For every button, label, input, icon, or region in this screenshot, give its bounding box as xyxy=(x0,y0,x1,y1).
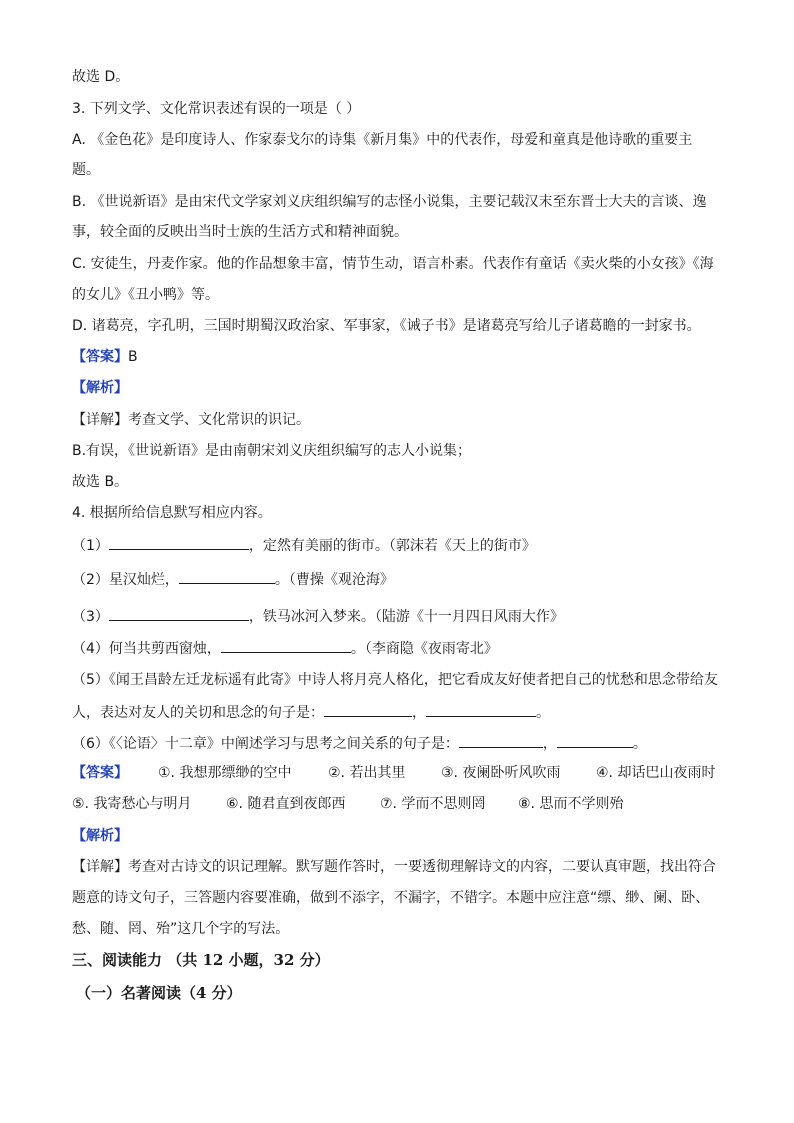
q3-option-d: D. 诸葛亮，字孔明，三国时期蜀汉政治家、军事家，《诫子书》是诸葛亮写给儿子诸葛瞻的一封家书。 xyxy=(72,318,701,334)
q2-conclusion: 故选 D。 xyxy=(72,69,130,85)
q3-option-a: A. 《金色花》是印度诗人、作家泰戈尔的诗集《新月集》中的代表作，母爱和童真是他诗歌的重要主 xyxy=(72,132,693,148)
q4-item-6: （6）《〈论语〉十二章》中阐述学习与思考之间关系的句子是： ， 。 xyxy=(72,733,647,754)
q4-item-5: （5）《闻王昌龄左迁龙标遥有此寄》中诗人将月亮人格化，把它看成友好使者把自己的忧愁和思念带给友 xyxy=(72,672,718,688)
section-subtitle: （一）名著阅读（4 分） xyxy=(76,984,242,1002)
q4-item-3: （3） ，铁马冰河入梦来。（陆游《十一月四日风雨大作》 xyxy=(72,606,564,627)
detail-tag: 【详解】 xyxy=(72,859,128,875)
q4-stem: 4. 根据所给信息默写相应内容。 xyxy=(72,505,272,521)
blank xyxy=(109,606,249,621)
q4-detail-a: 【详解】考查对古诗文的识记理解。默写题作答时，一要透彻理解诗文的内容，二要认真审题，找出符合 xyxy=(72,859,716,875)
q4-item-2: （2）星汉灿烂， 。（曹操《观沧海》 xyxy=(72,569,394,590)
q4-item-5-cont: 人，表达对友人的关切和思念的句子是： ， 。 xyxy=(72,702,550,723)
blank xyxy=(324,702,412,717)
answer-value: B xyxy=(128,349,138,365)
q4-item-1: （1） ，定然有美丽的街市。（郭沫若《天上的街市》 xyxy=(72,535,536,556)
blank xyxy=(426,702,536,717)
answer-item: ④. 却话巴山夜雨时 xyxy=(596,765,716,781)
answer-item: ③. 夜阑卧听风吹雨 xyxy=(441,765,561,781)
blank xyxy=(109,535,249,550)
q4-answer-tag: 【答案】 xyxy=(72,765,128,781)
blank xyxy=(221,638,351,653)
blank xyxy=(557,733,633,748)
answer-item: ②. 若出其里 xyxy=(328,765,406,781)
q3-detail-b: B.有误，《世说新语》是由南朝宋刘义庆组织编写的志人小说集； xyxy=(72,443,472,459)
q3-option-a-cont: 题。 xyxy=(72,162,100,178)
blank xyxy=(179,569,275,584)
q4-detail-b: 题意的诗文句子，三答题内容要准确，做到不添字，不漏字，不错字。本题中应注意“缥、缈、阑、卧、 xyxy=(72,890,710,906)
section-three-title: 三、阅读能力 （共 12 小题，32 分） xyxy=(72,951,330,969)
q3-stem: 3. 下列文学、文化常识表述有误的一项是（ ） xyxy=(72,101,361,117)
q4-detail-c: 愁、随、罔、殆”这几个字的写法。 xyxy=(72,921,290,937)
answer-item: ⑦. 学而不思则罔 xyxy=(380,796,486,812)
answer-item: ⑥. 随君直到夜郎西 xyxy=(226,796,346,812)
detail-tag: 【详解】 xyxy=(72,412,128,428)
q4-analysis-tag: 【解析】 xyxy=(72,828,128,844)
answer-item: ⑤. 我寄愁心与明月 xyxy=(72,796,192,812)
answer-tag: 【答案】 xyxy=(72,349,128,365)
q3-answer xyxy=(72,347,138,367)
q3-detail: 【详解】考查文学、文化常识的识记。 xyxy=(72,412,310,428)
q3-option-c-cont: 的女儿》《丑小鸭》等。 xyxy=(72,287,219,303)
blank xyxy=(459,733,543,748)
q3-analysis-tag: 【解析】 xyxy=(72,380,128,396)
answer-item: ①. 我想那缥缈的空中 xyxy=(158,765,292,781)
answer-item: ⑧. 思而不学则殆 xyxy=(518,796,624,812)
q3-option-b: B. 《世说新语》是由宋代文学家刘义庆组织编写的志怪小说集，主要记载汉末至东晋士大夫的言谈、逸 xyxy=(72,194,707,210)
q4-item-4: （4）何当共剪西窗烛， 。（李商隐《夜雨寄北》 xyxy=(72,638,498,659)
q3-option-b-cont: 事，较全面的反映出当时士族的生活方式和精神面貌。 xyxy=(72,224,408,240)
q3-option-c: C. 安徒生，丹麦作家。他的作品想象丰富，情节生动，语言朴素。代表作有童话《卖火柴的小女孩》《海 xyxy=(72,256,714,272)
q3-conclusion: 故选 B。 xyxy=(72,474,129,490)
